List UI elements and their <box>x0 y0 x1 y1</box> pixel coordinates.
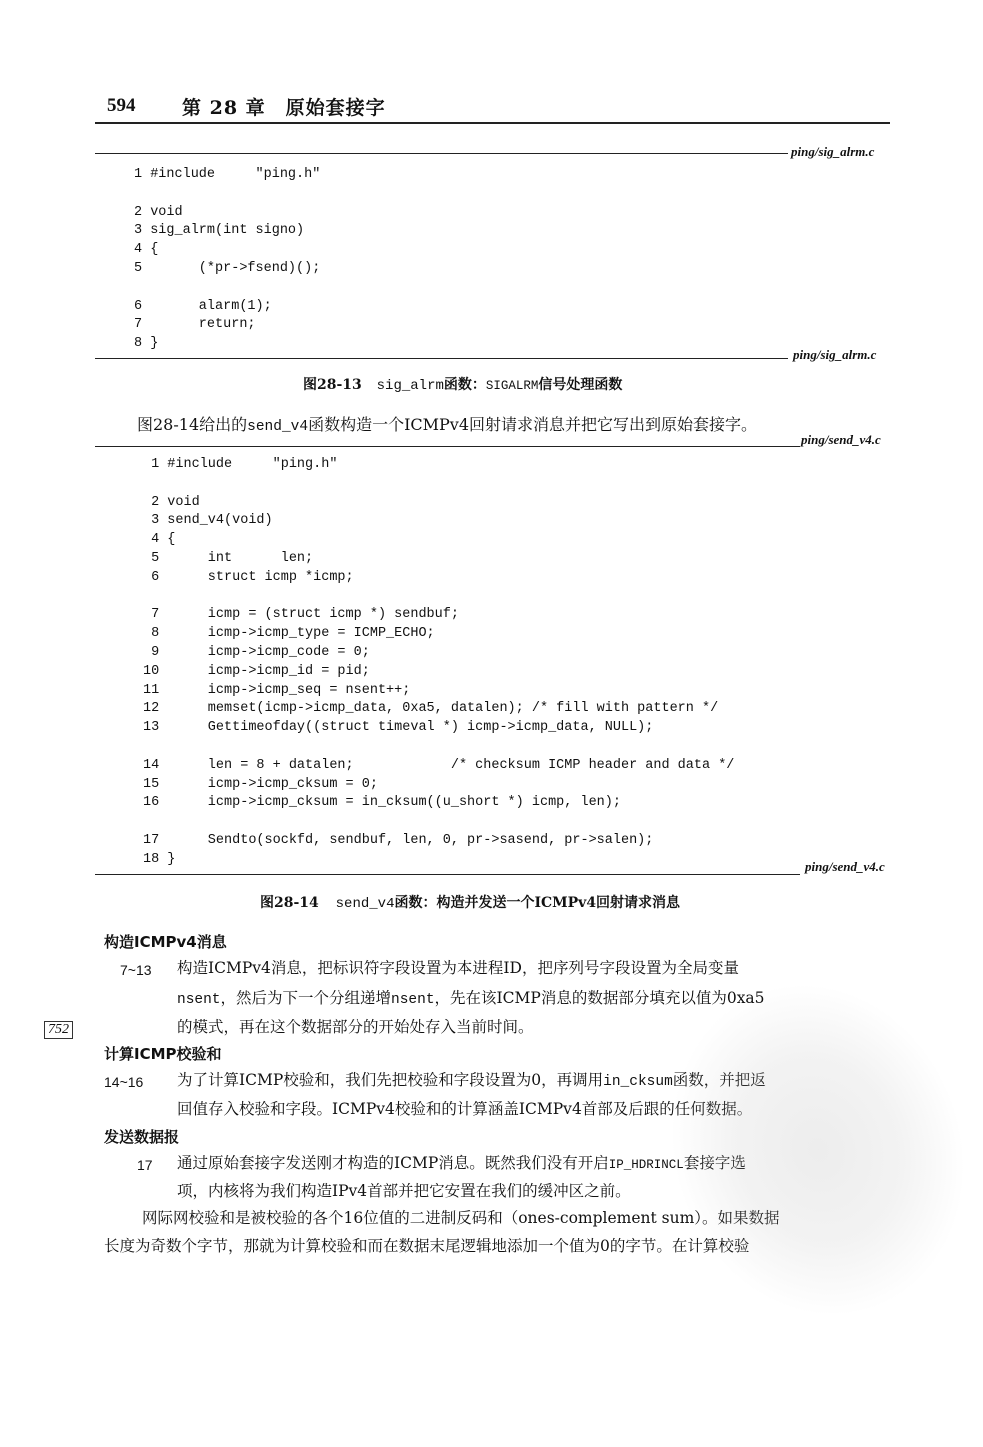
build-end: ，先在该ICMP消息的数据部分填充以值为0xa5 <box>434 989 765 1007</box>
section-text-build-2 <box>177 985 765 1013</box>
fig13-file-label-top: ping/sig_alrm.c <box>791 144 875 159</box>
send-pre: 通过原始套接字发送刚才构造的ICMP消息。既然我们没有开启 <box>177 1154 609 1172</box>
fig13-caption-mono: SIGALRM <box>485 379 539 393</box>
build-mono-1: nsent <box>177 992 221 1008</box>
section-text-send-2: 项，内核将为我们构造IPv4首部并把它安置在我们的缓冲区之前。 <box>177 1182 631 1200</box>
section-text-build-1: 构造ICMPv4消息，把标识符字段设置为本进程ID，把序列号字段设置为全局变量 <box>177 959 739 977</box>
fig14-top-rule <box>95 446 800 447</box>
fig13-caption-num: 图28-13 <box>303 377 362 393</box>
page-number: 594 <box>107 95 136 116</box>
section-heading-send: 发送数据报 <box>104 1128 180 1146</box>
fig13-caption-rest-a: 函数： <box>443 377 486 393</box>
fig14-file-label-bottom: ping/send_v4.c <box>805 859 885 874</box>
fig14-caption-num: 图28-14 <box>260 895 319 911</box>
fig14-caption-func: send_v4 <box>335 896 395 912</box>
fig14-code: 1 #include "ping.h" 2 void 3 send_v4(void) 4 { 5 int len; 6 struct icmp *icmp; 7 icmp = (struct icmp *) sendbuf; 8 icmp->icmp_type = ICMP_ECHO; 9 icmp->icmp_code = 0; 10 icmp->icmp_id = pid; 11 icmp->icmp_seq = nsent++; 12 memset(icmp->icmp_data, 0xa5, datalen); /* fill with pattern */ 13 Gettimeofday((struct timeval *) icmp->icmp_data, NULL); 14 len = 8 + datalen; /* checksum ICMP header and data */ 15 icmp->icmp_cksum = 0; 16 icmp->icmp_cksum = in_cksum((u_short *) icmp, len); 17 Sendto(sockfd, sendbuf, len, 0, pr->sasend, pr->salen); 18 } <box>143 457 735 867</box>
fig13-caption <box>303 374 622 394</box>
section-heading-build: 构造ICMPv4消息 <box>104 933 227 951</box>
checksum-mono: in_cksum <box>603 1074 673 1090</box>
section-text-send-1 <box>177 1150 746 1178</box>
margin-page-number: 752 <box>44 1021 73 1039</box>
section-lines-send: 17 <box>137 1157 153 1173</box>
checksum-post: 函数，并把返 <box>672 1071 766 1089</box>
fig13-file-label-bottom: ping/sig_alrm.c <box>793 347 877 362</box>
fig14-caption-rest: 函数：构造并发送一个ICMPv4回射请求消息 <box>394 895 681 911</box>
send-mono: IP_HDRINCL <box>608 1158 684 1172</box>
section-lines-build: 7~13 <box>120 962 152 978</box>
checksum-pre: 为了计算ICMP校验和，我们先把校验和字段设置为0，再调用 <box>177 1071 604 1089</box>
send-post: 套接字选 <box>683 1154 746 1172</box>
section-lines-checksum: 14~16 <box>104 1074 144 1090</box>
section-heading-checksum: 计算ICMP校验和 <box>104 1045 222 1063</box>
fig13-bottom-rule <box>95 358 788 359</box>
fig14-caption <box>260 892 680 912</box>
fig13-caption-rest-b: 信号处理函数 <box>538 377 623 393</box>
section-text-build-3: 的模式，再在这个数据部分的开始处存入当前时间。 <box>177 1018 534 1036</box>
chapter-title: 第 28 章 原始套接字 <box>182 97 386 119</box>
fig14-bottom-rule <box>95 874 800 875</box>
intro-mono: send_v4 <box>247 419 309 435</box>
intro-pre: 图28-14给出的 <box>137 415 248 434</box>
intro-post: 函数构造一个ICMPv4回射请求消息并把它写出到原始套接字。 <box>308 415 757 434</box>
header-rule <box>95 122 890 124</box>
fig13-top-rule <box>95 153 788 154</box>
closing-line-1: 网际网校验和是被校验的各个16位值的二进制反码和（ones-complement sum）。如果数据 <box>142 1209 780 1227</box>
build-mid: ，然后为下一个分组递增 <box>220 989 392 1007</box>
intro-paragraph <box>137 412 757 440</box>
build-mono-2: nsent <box>391 992 435 1008</box>
closing-line-2: 长度为奇数个字节，那就为计算校验和而在数据末尾逻辑地添加一个值为0的字节。在计算校验 <box>104 1237 750 1255</box>
section-text-checksum-2: 回值存入校验和字段。ICMPv4校验和的计算涵盖ICMPv4首部及后跟的任何数据。 <box>177 1100 753 1118</box>
fig13-caption-func: sig_alrm <box>376 378 444 394</box>
fig14-file-label-top: ping/send_v4.c <box>801 432 881 447</box>
fig13-code: 1 #include "ping.h" 2 void 3 sig_alrm(int signo) 4 { 5 (*pr->fsend)(); 6 alarm(1); 7 return; 8 } <box>134 167 321 352</box>
